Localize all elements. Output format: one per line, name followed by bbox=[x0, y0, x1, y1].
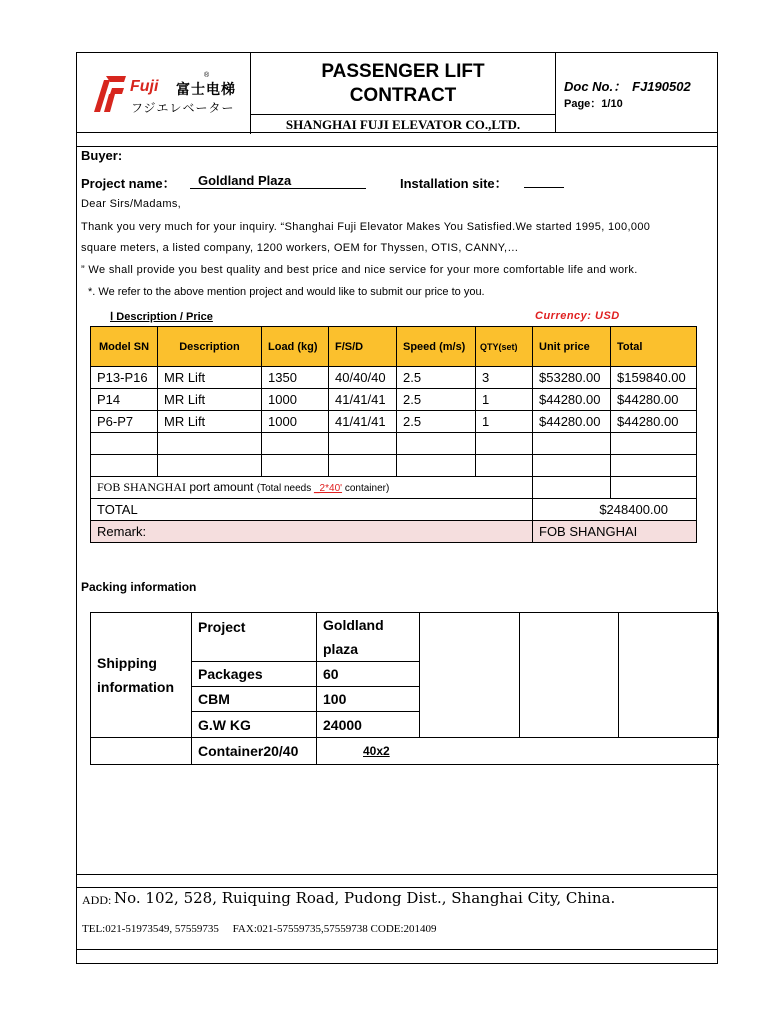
company-name: SHANGHAI FUJI ELEVATOR CO.,LTD. bbox=[251, 114, 555, 134]
logo-brand: Fuji bbox=[130, 78, 159, 95]
table-cell: 41/41/41 bbox=[329, 389, 397, 411]
table-row bbox=[91, 411, 697, 433]
col-total: Total bbox=[611, 327, 697, 367]
logo-chinese: 富士电梯 bbox=[176, 81, 236, 97]
table-cell: 1350 bbox=[262, 367, 329, 389]
table-cell: $44280.00 bbox=[533, 411, 611, 433]
fuji-logo-icon bbox=[94, 76, 126, 112]
empty-row bbox=[91, 433, 697, 455]
project-name-label: Project name： bbox=[81, 176, 176, 191]
table-cell: 1000 bbox=[262, 389, 329, 411]
pack-value-gw: 24000 bbox=[317, 712, 420, 738]
address-value: No. 102, 528, Ruiquing Road, Pudong Dist., Shanghai City, China. bbox=[114, 889, 616, 907]
description-price-heading: Ⅰ Description / Price bbox=[110, 311, 213, 323]
table-cell: 2.5 bbox=[397, 389, 476, 411]
table-row bbox=[91, 367, 697, 389]
table-cell: 2.5 bbox=[397, 367, 476, 389]
remark-label: Remark: bbox=[91, 521, 533, 543]
table-row bbox=[91, 738, 719, 765]
letter-line-3: ” We shall provide you best quality and best price and nice service for your more comfortable life and work. bbox=[81, 264, 638, 276]
installation-site-label: Installation site： bbox=[400, 176, 508, 191]
pack-label-gw: G.W KG bbox=[192, 712, 317, 738]
total-value: $248400.00 bbox=[533, 499, 697, 521]
contact-line: TEL:021-51973549, 57559735 FAX:021-57559735,57559738 CODE:201409 bbox=[82, 923, 437, 935]
table-row bbox=[91, 389, 697, 411]
packing-table bbox=[90, 612, 719, 765]
col-qty: QTY(set) bbox=[476, 327, 533, 367]
price-table-header bbox=[91, 327, 697, 367]
footer-box bbox=[76, 874, 718, 950]
empty-row bbox=[91, 455, 697, 477]
doc-number-value: FJ190502 bbox=[632, 79, 691, 94]
table-cell: $44280.00 bbox=[611, 389, 697, 411]
table-cell: $53280.00 bbox=[533, 367, 611, 389]
header-divider-2 bbox=[76, 146, 718, 147]
table-cell: 41/41/41 bbox=[329, 411, 397, 433]
table-cell: MR Lift bbox=[158, 389, 262, 411]
table-cell: 1 bbox=[476, 389, 533, 411]
fob-row bbox=[91, 477, 697, 499]
table-cell: 40/40/40 bbox=[329, 367, 397, 389]
doc-number-label: Doc No.： bbox=[564, 79, 627, 94]
buyer-label: Buyer: bbox=[81, 148, 123, 163]
table-cell: P6-P7 bbox=[91, 411, 158, 433]
pack-value-cbm: 100 bbox=[317, 687, 420, 712]
title-line-2: CONTRACT bbox=[349, 85, 457, 106]
table-cell: 1000 bbox=[262, 411, 329, 433]
table-cell: P14 bbox=[91, 389, 158, 411]
col-model-sn: Model SN bbox=[91, 327, 158, 367]
logo-katakana: フジエレベーター bbox=[131, 101, 235, 115]
footer-divider bbox=[76, 887, 718, 888]
title-line-1: PASSENGER LIFT bbox=[321, 61, 485, 82]
pack-label-packages: Packages bbox=[192, 662, 317, 687]
col-unit-price: Unit price bbox=[533, 327, 611, 367]
table-cell: P13-P16 bbox=[91, 367, 158, 389]
container-label: Container20/40 bbox=[192, 738, 317, 765]
container-value: 40x2 bbox=[317, 738, 719, 765]
letter-line-1: Thank you very much for your inquiry. “Shanghai Fuji Elevator Makes You Satisfied.We started 1995, 100,000 bbox=[81, 221, 651, 233]
installation-site-blank bbox=[524, 187, 564, 188]
project-name-value: Goldland Plaza bbox=[190, 173, 366, 189]
pack-label-cbm: CBM bbox=[192, 687, 317, 712]
letter-line-2: square meters, a listed company, 1200 workers, OEM for Thyssen, OTIS, CANNY,… bbox=[81, 242, 519, 254]
letter-line-4: *. We refer to the above mention project and would like to submit our price to you. bbox=[88, 286, 485, 298]
currency-label: Currency: USD bbox=[535, 310, 620, 322]
col-speed: Speed (m/s) bbox=[397, 327, 476, 367]
table-cell: MR Lift bbox=[158, 411, 262, 433]
table-cell: 3 bbox=[476, 367, 533, 389]
table-row bbox=[91, 613, 719, 662]
address-label: ADD: bbox=[82, 893, 112, 907]
table-cell: $44280.00 bbox=[533, 389, 611, 411]
col-load: Load (kg) bbox=[262, 327, 329, 367]
table-cell: $159840.00 bbox=[611, 367, 697, 389]
total-label: TOTAL bbox=[91, 499, 533, 521]
table-cell: 1 bbox=[476, 411, 533, 433]
logo-registered: ® bbox=[204, 72, 210, 79]
page-title bbox=[251, 60, 555, 108]
table-cell: $44280.00 bbox=[611, 411, 697, 433]
col-description: Description bbox=[158, 327, 262, 367]
page-number: Page：1/10 bbox=[564, 98, 623, 110]
fob-port-amount: FOB SHANGHAI port amount (Total needs _2*40' container) bbox=[91, 477, 533, 499]
table-cell: MR Lift bbox=[158, 367, 262, 389]
remark-value: FOB SHANGHAI bbox=[533, 521, 697, 543]
col-fsd: F/S/D bbox=[329, 327, 397, 367]
pack-value-packages: 60 bbox=[317, 662, 420, 687]
remark-row bbox=[91, 521, 697, 543]
price-table bbox=[90, 326, 697, 543]
packing-title: Packing information bbox=[81, 580, 197, 594]
total-row bbox=[91, 499, 697, 521]
table-cell: 2.5 bbox=[397, 411, 476, 433]
shipping-information-label: Shipping information bbox=[91, 613, 192, 738]
pack-value-project: Goldland plaza bbox=[317, 613, 420, 662]
doc-number bbox=[564, 76, 691, 95]
pack-label-project: Project bbox=[192, 613, 317, 662]
greeting: Dear Sirs/Madams, bbox=[81, 198, 182, 210]
header-divider bbox=[76, 132, 718, 133]
